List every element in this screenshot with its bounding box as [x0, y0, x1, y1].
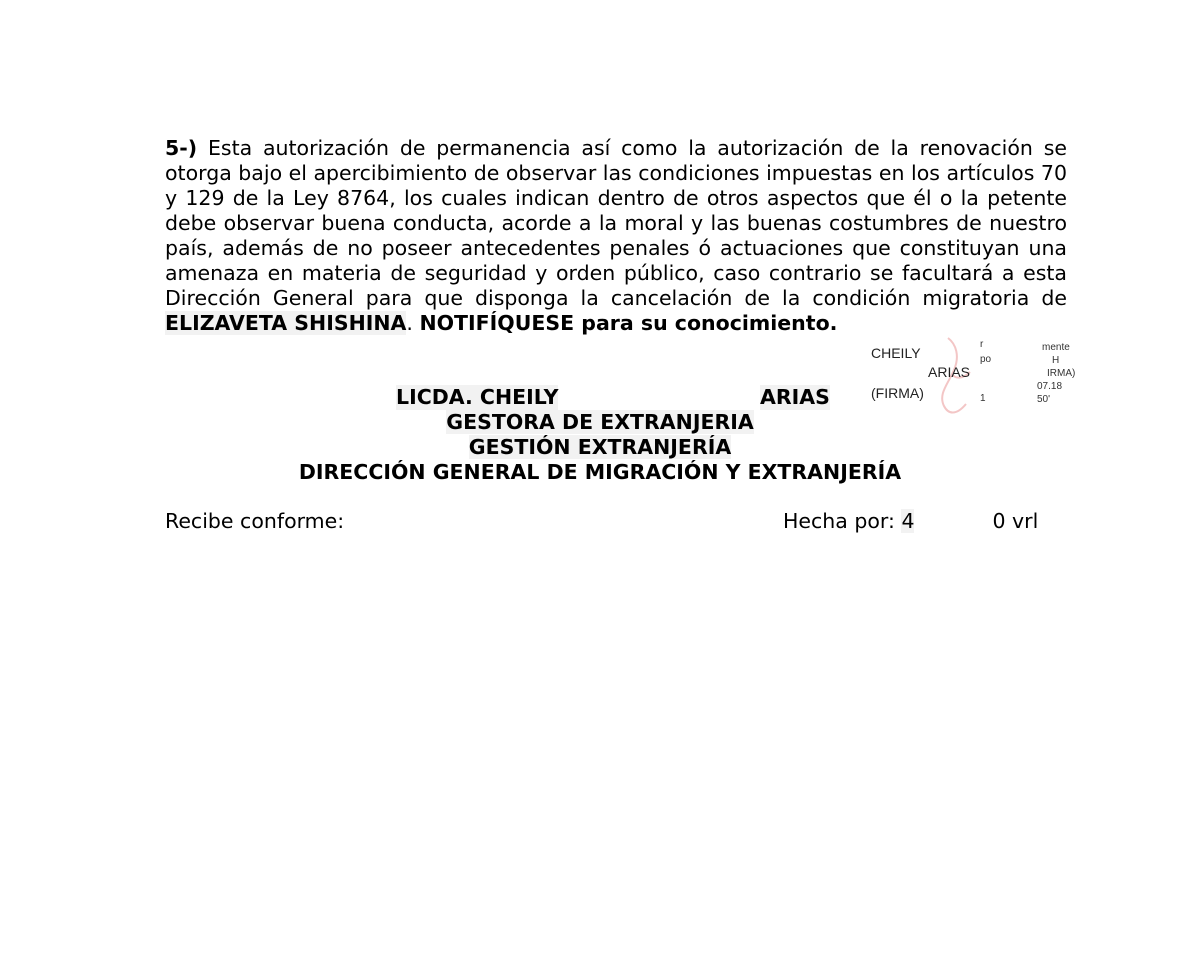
clause-number: 5-) — [165, 136, 198, 160]
received-label: Recibe conforme: — [165, 509, 345, 533]
stamp-right-2: H — [1052, 355, 1060, 366]
clause-paragraph — [165, 136, 1067, 336]
stamp-right-5: 50' — [1037, 394, 1051, 405]
made-by-start: 4 — [901, 509, 915, 533]
signatory-title: GESTORA DE EXTRANJERIA — [446, 410, 754, 434]
digital-signature-stamp — [866, 334, 1096, 414]
stamp-line-name: CHEILY — [871, 345, 921, 361]
stamp-mid-3: 1 — [980, 393, 986, 404]
made-by-end: 0 vrl — [992, 509, 1039, 533]
signatory-institution: DIRECCIÓN GENERAL DE MIGRACIÓN Y EXTRANJERÍA — [298, 460, 902, 484]
made-by-label: Hecha por: — [783, 509, 895, 533]
stamp-right-1: mente — [1042, 342, 1070, 353]
stamp-right-4: 07.18 — [1037, 381, 1063, 392]
notification-closing: NOTIFÍQUESE para su conocimiento. — [419, 311, 838, 335]
petitioner-name: ELIZAVETA SHISHINA — [165, 311, 407, 335]
signatory-surname: ARIAS — [760, 385, 830, 409]
redacted-segment — [914, 509, 992, 531]
stamp-mid-1: r — [980, 339, 984, 350]
signatory-first-name: LICDA. CHEILY — [396, 385, 559, 409]
stamp-mid-2: po — [980, 354, 992, 365]
stamp-line-surname: ARIAS — [928, 364, 971, 380]
made-by — [783, 509, 1038, 534]
stamp-line-firma: (FIRMA) — [871, 385, 924, 401]
stamp-right-3: IRMA) — [1047, 368, 1076, 379]
signatory-department: GESTIÓN EXTRANJERÍA — [468, 435, 732, 459]
clause-text: Esta autorización de permanencia así como la autorización de la renovación se otorga bajo el apercibimiento de observar las condiciones impuestas en los artículos 70 y 129 de la Ley 8764, los cuales indican dentro de otros aspectos que él o la petente debe observar buena conducta, acorde a la moral y las buenas costumbres de nuestro país, además de no poseer antecedentes penales ó actuaciones que constituyan una amenaza en materia de seguridad y orden público, caso contrario se facultará a esta Dirección General para que disponga la cancelación de la condición migratoria de — [165, 136, 1067, 310]
clause-after-name: . — [406, 311, 420, 335]
